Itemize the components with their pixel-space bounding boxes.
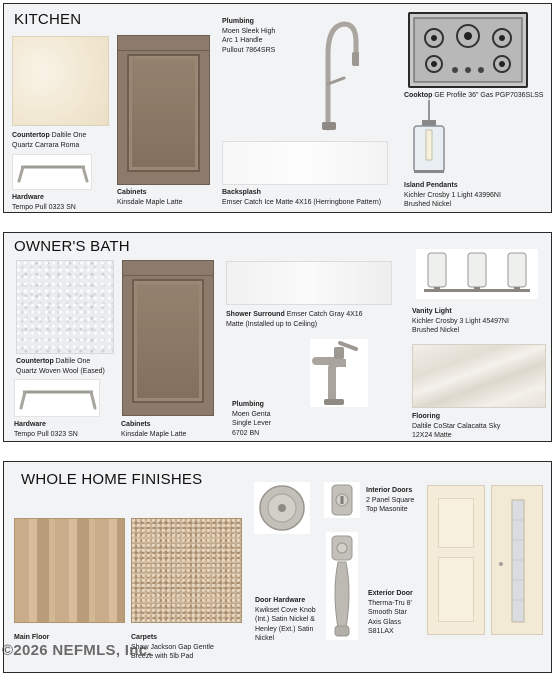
- bath-vanity-line: Brushed Nickel: [412, 327, 460, 334]
- exterior-door-line: Therma-Tru 8': [368, 599, 412, 607]
- bath-countertop-swatch: [16, 260, 114, 354]
- bath-hardware-line: Tempo Pull 0323 SN: [14, 430, 78, 438]
- owners-bath-heading: OWNER'S BATH: [14, 238, 130, 255]
- cabinet-rail: [118, 36, 209, 51]
- bath-cabinet-swatch: [122, 260, 214, 416]
- main-floor-label: Main Floor: [14, 634, 50, 641]
- bath-shower-caption: [226, 310, 386, 329]
- kitchen-backsplash-swatch: [222, 141, 388, 185]
- bath-plumbing-line: 6702 BN: [232, 429, 260, 437]
- deadbolt-icon: [324, 482, 360, 518]
- door-hardware-label: Door Hardware: [255, 597, 306, 604]
- bath-flooring-swatch: [412, 344, 546, 408]
- main-floor-swatch: [14, 518, 125, 623]
- bath-vanity-label: Vanity Light: [412, 308, 452, 315]
- door-upper-panel: [438, 498, 474, 548]
- cabinet-pull-icon: [13, 155, 93, 191]
- door-knob-image: [254, 482, 310, 534]
- kitchen-countertop-line: Quartz Carrara Roma: [12, 141, 80, 149]
- kitchen-cooktop-label: Cooktop: [404, 92, 433, 99]
- kitchen-plumbing-line: Moen Sleek High: [222, 27, 276, 35]
- bath-hardware-caption: [14, 420, 114, 439]
- faucet-icon: [310, 339, 368, 407]
- kitchen-plumbing-line: Arc 1 Handle: [222, 37, 263, 44]
- copyright-watermark: ©2026 NEFMLS, Inc.: [2, 642, 152, 659]
- kitchen-countertop-caption: [12, 131, 112, 150]
- vanity-light-icon: [416, 249, 538, 299]
- bath-cabinets-line: Kinsdale Maple Latte: [121, 430, 187, 438]
- cabinet-panel: [132, 279, 204, 402]
- bath-countertop-line: Daltile One: [55, 358, 91, 365]
- bath-cabinets-caption: [121, 420, 221, 439]
- kitchen-pendants-line: Kichler Crosby 1 Light 43996NI: [404, 191, 501, 199]
- cabinet-rail: [123, 261, 213, 276]
- kitchen-cooktop-image: [408, 12, 528, 88]
- door-hardware-line: (Int.) Satin Nickel &: [255, 616, 315, 623]
- bath-plumbing-caption: [232, 400, 302, 438]
- owners-bath-panel: [3, 232, 552, 442]
- bath-vanity-caption: [412, 307, 552, 336]
- bath-hardware-label: Hardware: [14, 421, 46, 428]
- bath-plumbing-line: Single Lever: [232, 420, 271, 427]
- carpets-line: Shaw Jackson Gap Gentle: [131, 643, 214, 651]
- glass-insert-icon: [492, 486, 544, 636]
- carpets-label: Carpets: [131, 634, 158, 641]
- exterior-door-line: S81LAX: [368, 628, 394, 635]
- bath-flooring-label: Flooring: [412, 413, 440, 420]
- door-hardware-line: Henley (Ext.) Satin: [255, 625, 314, 633]
- handleset-icon: [326, 532, 358, 640]
- kitchen-panel: [3, 3, 552, 213]
- bath-shower-label: Shower Surround: [226, 311, 285, 318]
- whole-home-heading: WHOLE HOME FINISHES: [21, 471, 203, 488]
- bath-vanity-line: Kichler Crosby 3 Light 45497NI: [412, 317, 509, 325]
- deadbolt-image: [324, 482, 360, 518]
- carpets-line: Breeze with 5lb Pad: [131, 653, 194, 660]
- bath-cabinets-label: Cabinets: [121, 421, 151, 428]
- kitchen-countertop-swatch: [12, 36, 109, 126]
- interior-doors-caption: [366, 486, 432, 515]
- interior-doors-line: Top Masonite: [366, 506, 408, 513]
- kitchen-countertop-line: Daltile One: [51, 132, 87, 139]
- bath-flooring-line: Daltile CoStar Calacatta Sky: [412, 422, 501, 430]
- bath-countertop-label: Countertop: [16, 358, 54, 365]
- bath-countertop-line: Quartz Woven Wool (Eased): [16, 367, 105, 375]
- bath-countertop-caption: [16, 357, 121, 376]
- kitchen-plumbing-label: Plumbing: [222, 18, 254, 25]
- kitchen-pendant-image: [408, 100, 450, 178]
- exterior-door-caption: [368, 589, 428, 637]
- interior-doors-label: Interior Doors: [366, 487, 413, 494]
- door-lower-panel: [438, 557, 474, 622]
- kitchen-heading: KITCHEN: [14, 11, 82, 28]
- bath-vanity-light-image: [416, 249, 538, 299]
- kitchen-pendants-line: Brushed Nickel: [404, 201, 452, 208]
- kitchen-plumbing-line: Pullout 7864SRS: [222, 46, 276, 54]
- kitchen-cooktop-line: GE Profile 36" Gas PGP7036SLSS: [434, 92, 544, 99]
- bath-shower-line: Emser Catch Gray 4X16: [286, 311, 363, 318]
- kitchen-hardware-caption: [12, 193, 112, 212]
- door-hardware-line: Nickel: [255, 635, 275, 642]
- cabinet-panel: [127, 54, 200, 172]
- bath-shower-line: Matte (Installed up to Ceiling): [226, 320, 318, 328]
- door-hardware-line: Kwikset Cove Knob: [255, 606, 316, 614]
- kitchen-hardware-line: Tempo Pull 0323 SN: [12, 203, 76, 211]
- bath-hardware-image: [14, 379, 100, 417]
- exterior-door-image: [491, 485, 543, 635]
- handleset-image: [326, 532, 358, 640]
- kitchen-pendants-label: Island Pendants: [404, 182, 458, 189]
- kitchen-plumbing-caption: [222, 17, 312, 55]
- kitchen-cabinets-line: Kinsdale Maple Latte: [117, 198, 183, 206]
- door-knob-icon: [254, 482, 310, 534]
- kitchen-hardware-image: [12, 154, 92, 190]
- kitchen-backsplash-label: Backsplash: [222, 189, 261, 196]
- bath-plumbing-line: Moen Genta: [232, 410, 271, 418]
- exterior-door-line: Axis Glass: [368, 618, 402, 626]
- bath-shower-swatch: [226, 261, 392, 305]
- carpet-swatch: [131, 518, 242, 623]
- kitchen-cabinets-caption: [117, 188, 217, 207]
- bath-flooring-caption: [412, 412, 552, 441]
- kitchen-cabinets-label: Cabinets: [117, 189, 147, 196]
- interior-doors-line: 2 Panel Square: [366, 496, 415, 504]
- kitchen-backsplash-line: Emser Catch Ice Matte 4X16 (Herringbone Pattern): [222, 198, 382, 206]
- faucet-icon: [314, 14, 359, 132]
- kitchen-countertop-label: Countertop: [12, 132, 50, 139]
- cabinet-pull-icon: [15, 380, 101, 418]
- kitchen-faucet-image: [314, 14, 359, 132]
- exterior-door-line: Smooth Star: [368, 609, 407, 616]
- door-hardware-caption: [255, 596, 327, 644]
- kitchen-backsplash-caption: [222, 188, 422, 207]
- bath-plumbing-label: Plumbing: [232, 401, 264, 408]
- bath-flooring-line: 12X24 Matte: [412, 432, 452, 439]
- exterior-door-label: Exterior Door: [368, 590, 413, 597]
- pendant-light-icon: [408, 100, 450, 178]
- bath-faucet-image: [310, 339, 368, 407]
- cooktop-burners-icon: [410, 14, 526, 86]
- kitchen-pendants-caption: [404, 181, 552, 210]
- kitchen-cabinet-swatch: [117, 35, 210, 185]
- interior-door-image: [427, 485, 485, 635]
- kitchen-hardware-label: Hardware: [12, 194, 44, 201]
